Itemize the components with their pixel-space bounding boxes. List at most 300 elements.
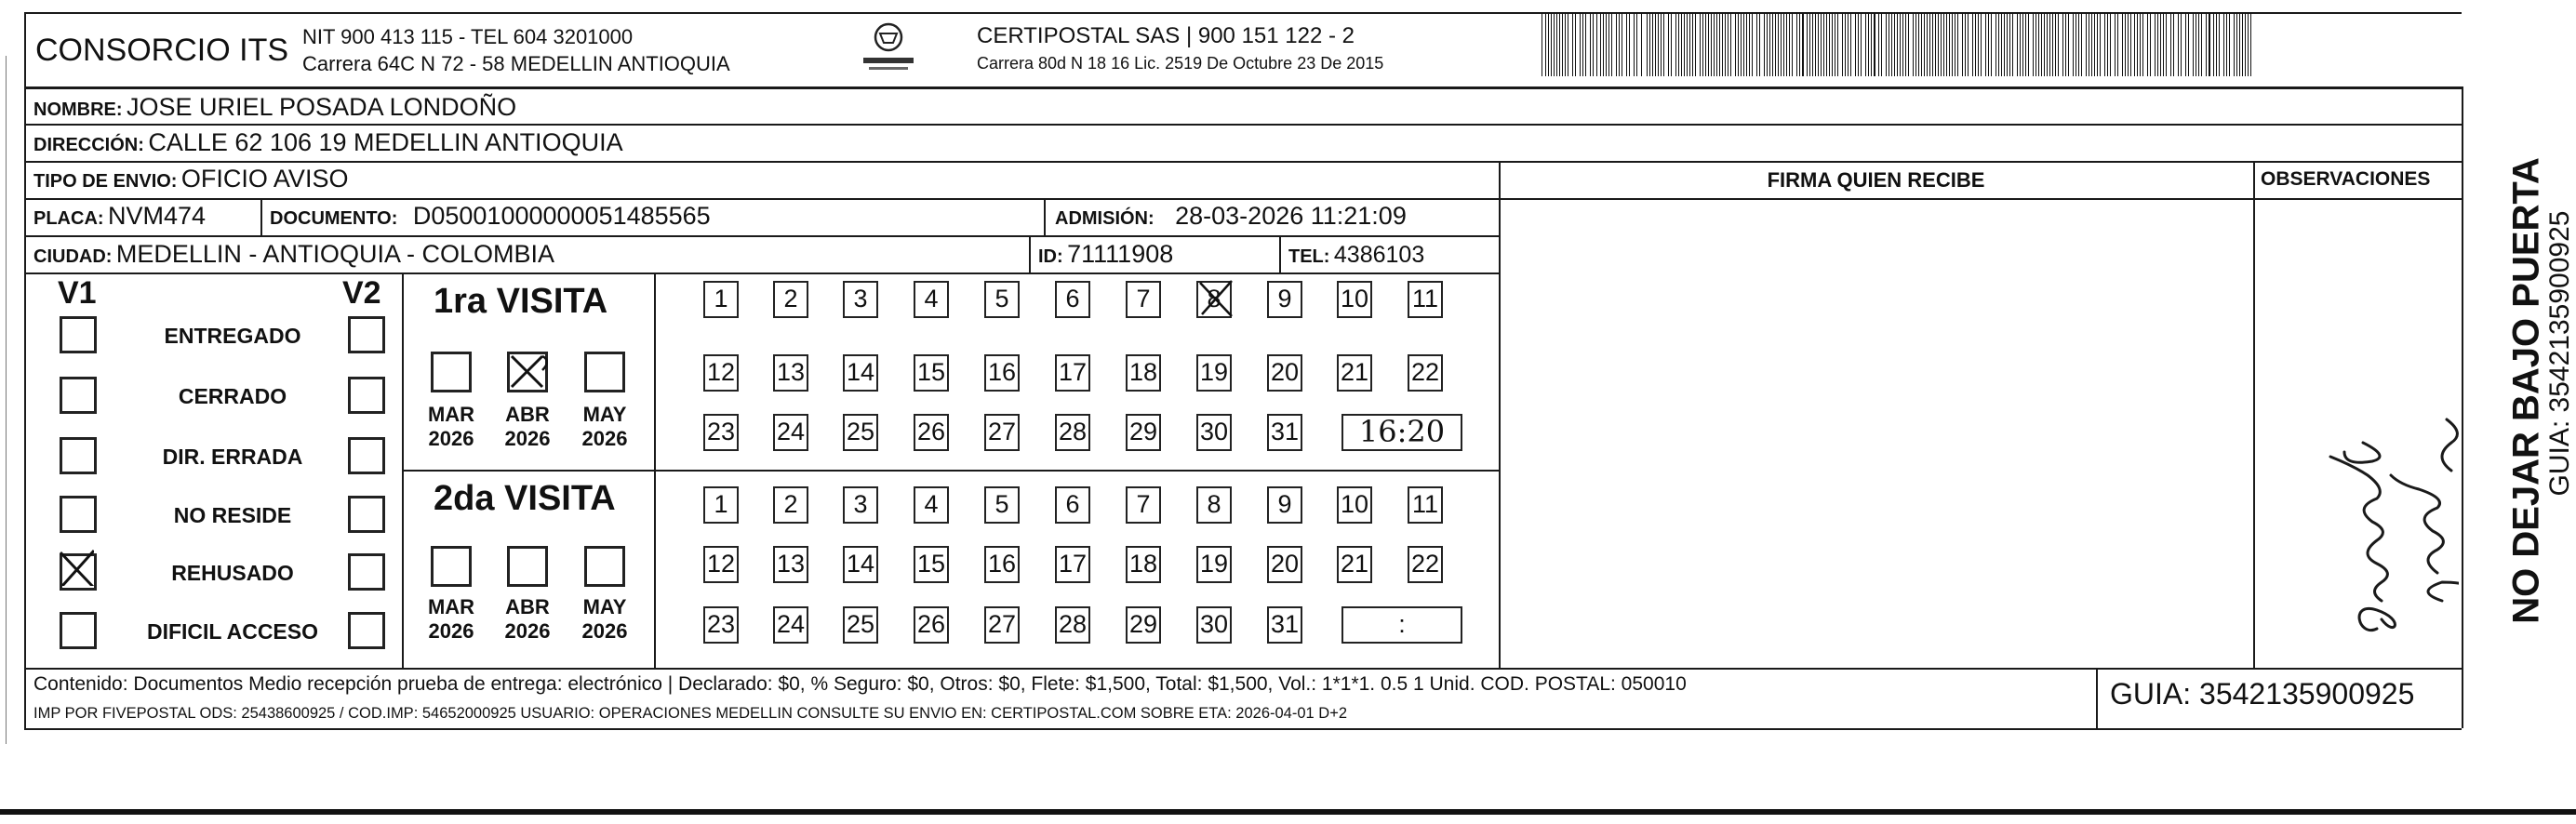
- day-box[interactable]: 11: [1408, 486, 1443, 524]
- direccion-label: DIRECCIÓN:: [33, 135, 144, 155]
- barcode-bar: [1600, 13, 1601, 76]
- barcode-bar: [1975, 13, 1976, 76]
- day-box[interactable]: 16: [984, 354, 1020, 392]
- v2-label: V2: [342, 275, 381, 311]
- tel-value: 4386103: [1333, 242, 1425, 268]
- day-box[interactable]: 19: [1196, 354, 1232, 392]
- barcode-bar: [1661, 13, 1662, 76]
- barcode-bar: [1608, 13, 1609, 76]
- second-visit-title: 2da VISITA: [434, 479, 616, 518]
- barcode-bar: [2058, 13, 2059, 76]
- day-box[interactable]: 14: [843, 546, 878, 583]
- ciudad-row: [33, 240, 554, 269]
- barcode-bar: [2055, 13, 2056, 76]
- barcode-bar: [1752, 13, 1753, 76]
- barcode-bar: [1593, 13, 1594, 76]
- day-box[interactable]: 3: [843, 281, 878, 318]
- month-name: MAR: [427, 403, 475, 426]
- carrier-address: Carrera 80d N 18 16 Lic. 2519 De Octubre 23 De 2015: [977, 54, 1384, 73]
- barcode-bar: [2234, 13, 2235, 76]
- day-box[interactable]: 14: [843, 354, 878, 392]
- day-box[interactable]: 9: [1267, 281, 1302, 318]
- barcode-bar: [1616, 13, 1617, 76]
- barcode-bar: [1548, 13, 1549, 76]
- barcode-bar: [1995, 13, 1996, 76]
- admision-value: 28-03-2026 11:21:09: [1175, 202, 1407, 230]
- barcode-bar: [1935, 13, 1936, 76]
- day-box[interactable]: 19: [1196, 546, 1232, 583]
- barcode-bar: [2028, 13, 2029, 76]
- firma-label: FIRMA QUIEN RECIBE: [1767, 168, 1985, 192]
- observaciones-area[interactable]: [2256, 201, 2459, 666]
- barcode-bar: [1551, 13, 1552, 76]
- barcode-bar: [1681, 13, 1682, 76]
- barcode-bar: [1556, 13, 1557, 76]
- barcode-bar: [2134, 13, 2135, 76]
- day-box[interactable]: 12: [703, 354, 739, 392]
- month-year: 2026: [581, 619, 628, 643]
- barcode-bar: [1952, 13, 1953, 76]
- barcode-bar: [2239, 13, 2240, 76]
- barcode-bar: [2100, 13, 2101, 76]
- day-box[interactable]: 18: [1126, 354, 1161, 392]
- barcode-bar: [2198, 13, 2199, 76]
- barcode-bar: [1725, 13, 1726, 76]
- barcode-bar: [2223, 13, 2224, 76]
- barcode-bar: [1786, 13, 1787, 76]
- day-box[interactable]: 18: [1126, 546, 1161, 583]
- barcode-bar: [1700, 13, 1701, 76]
- barcode-bar: [1881, 13, 1882, 76]
- day-box[interactable]: 4: [914, 486, 949, 524]
- barcode-bar: [1629, 13, 1630, 76]
- month-checkbox[interactable]: [431, 352, 472, 392]
- documento-label: DOCUMENTO:: [270, 208, 398, 229]
- barcode-bar: [1789, 13, 1790, 76]
- barcode-bar: [2115, 13, 2116, 76]
- day-box[interactable]: 26: [914, 606, 949, 644]
- barcode-bar: [1626, 13, 1627, 76]
- barcode-bar: [1921, 13, 1922, 76]
- barcode-bar: [1741, 13, 1742, 76]
- barcode-bar: [1988, 13, 1989, 76]
- month-year: 2026: [428, 427, 474, 450]
- v1-checkbox[interactable]: [60, 316, 97, 353]
- barcode-bar: [2155, 13, 2156, 76]
- barcode-bar: [1767, 13, 1768, 76]
- v2-checkbox[interactable]: [348, 553, 385, 591]
- barcode-bar: [2012, 13, 2013, 76]
- barcode-bar: [1641, 13, 1642, 76]
- day-box[interactable]: 27: [984, 606, 1020, 644]
- barcode-bar: [1848, 13, 1849, 76]
- footer-line2: IMP POR FIVEPOSTAL ODS: 25438600925 / COD.IMP: 54652000925 USUARIO: OPERACIONES MEDELLIN CONSULTE SU ENVIO EN: CERTIPOSTAL.COM SOBRE ETA: 2026-04-01 D+2: [33, 705, 1348, 722]
- barcode-bar: [2075, 13, 2076, 76]
- barcode-bar: [2188, 13, 2189, 76]
- barcode-bar: [2236, 13, 2237, 76]
- barcode-bar: [1730, 13, 1731, 76]
- direccion-row: [33, 128, 623, 157]
- barcode-bar: [1965, 13, 1966, 76]
- barcode-bar: [1746, 13, 1747, 76]
- barcode-bar: [1815, 13, 1816, 76]
- barcode-bar: [2216, 13, 2217, 76]
- barcode-bar: [1781, 13, 1782, 76]
- barcode-bar: [1832, 13, 1833, 76]
- barcode-bar: [1663, 13, 1664, 76]
- barcode-bar: [1818, 13, 1819, 76]
- day-box[interactable]: 6: [1055, 486, 1090, 524]
- day-box[interactable]: 25: [843, 414, 878, 451]
- barcode-bar: [1968, 13, 1969, 76]
- day-box[interactable]: 26: [914, 414, 949, 451]
- tipo-label: TIPO DE ENVIO:: [33, 171, 178, 192]
- barcode-bar: [1689, 13, 1690, 76]
- placa-row: [33, 202, 206, 231]
- barcode-bar: [2150, 13, 2151, 76]
- barcode-bar: [2219, 13, 2220, 76]
- barcode-bar: [1722, 13, 1723, 76]
- barcode-bar: [1735, 13, 1736, 76]
- barcode-bar: [1924, 13, 1925, 76]
- v2-checkbox[interactable]: [348, 612, 385, 649]
- barcode-bar: [2248, 13, 2249, 76]
- month-checkbox[interactable]: [584, 546, 625, 587]
- barcode-bar: [1972, 13, 1973, 76]
- day-box[interactable]: 24: [773, 606, 808, 644]
- day-box[interactable]: 11: [1408, 281, 1443, 318]
- company-address: Carrera 64C N 72 - 58 MEDELLIN ANTIOQUIA: [302, 52, 730, 75]
- barcode-bar: [1938, 13, 1939, 76]
- barcode-bar: [1891, 13, 1892, 76]
- day-box[interactable]: 1: [703, 486, 739, 524]
- barcode-bar: [1855, 13, 1856, 76]
- barcode-bar: [1619, 13, 1620, 76]
- barcode-bar: [2226, 13, 2227, 76]
- v2-checkbox[interactable]: [348, 316, 385, 353]
- handwritten-note-text: [2256, 201, 2265, 202]
- second-visit-time[interactable]: :: [1341, 606, 1462, 644]
- barcode-bar: [1913, 13, 1914, 76]
- signature-area[interactable]: [1502, 201, 2251, 666]
- barcode-bar: [1886, 13, 1887, 76]
- day-box[interactable]: 30: [1196, 606, 1232, 644]
- barcode-bar: [2009, 13, 2010, 76]
- barcode-bar: [1799, 13, 1800, 76]
- barcode-bar: [1562, 13, 1563, 76]
- v2-checkbox[interactable]: [348, 496, 385, 533]
- day-box[interactable]: 20: [1267, 354, 1302, 392]
- barcode-bar: [1705, 13, 1706, 76]
- barcode-bar: [1845, 13, 1846, 76]
- day-box[interactable]: 10: [1337, 281, 1372, 318]
- month-checkbox[interactable]: [507, 352, 548, 392]
- barcode-bar: [2125, 13, 2126, 76]
- placa-label: PLACA:: [33, 208, 104, 229]
- handwritten-note: [2256, 201, 2459, 666]
- barcode-bar: [2097, 13, 2098, 76]
- barcode-bar: [1905, 13, 1906, 76]
- barcode-bar: [1946, 13, 1947, 76]
- barcode-bar: [2038, 13, 2039, 76]
- barcode-bar: [2107, 13, 2108, 76]
- nombre-value: JOSE URIEL POSADA LONDOÑO: [127, 93, 517, 121]
- month-name: MAY: [582, 595, 627, 618]
- tel-label: TEL:: [1288, 246, 1330, 267]
- day-box[interactable]: 15: [914, 546, 949, 583]
- month-checkbox[interactable]: [431, 546, 472, 587]
- barcode-bar: [1611, 13, 1612, 76]
- barcode-bar: [2242, 13, 2243, 76]
- barcode-bar: [1687, 13, 1688, 76]
- barcode-bar: [1932, 13, 1933, 76]
- barcode-bar: [1981, 13, 1982, 76]
- barcode-bar: [1565, 13, 1566, 76]
- id-label: ID:: [1038, 246, 1063, 267]
- day-box[interactable]: 4: [914, 281, 949, 318]
- tel-row: [1288, 242, 1424, 269]
- v1-checkbox[interactable]: [60, 437, 97, 474]
- barcode-bar: [1941, 13, 1942, 76]
- day-box[interactable]: 9: [1267, 486, 1302, 524]
- barcode-bar: [2128, 13, 2129, 76]
- status-label: DIFICIL ACCESO: [146, 619, 318, 644]
- day-box[interactable]: 31: [1267, 606, 1302, 644]
- status-label: CERRADO: [178, 384, 287, 408]
- day-box[interactable]: 15: [914, 354, 949, 392]
- v1-label: V1: [58, 275, 97, 311]
- barcode-bar: [1897, 13, 1898, 76]
- barcode-bar: [2163, 13, 2164, 76]
- day-box[interactable]: 16: [984, 546, 1020, 583]
- barcode-bar: [1949, 13, 1950, 76]
- ciudad-label: CIUDAD:: [33, 246, 113, 267]
- status-label: DIR. ERRADA: [162, 445, 303, 469]
- barcode-bar: [1829, 13, 1830, 76]
- status-label: ENTREGADO: [164, 324, 301, 348]
- barcode-bar: [1769, 13, 1770, 76]
- barcode-bar: [2035, 13, 2036, 76]
- barcode-bar: [2017, 13, 2018, 76]
- barcode-bar: [1775, 13, 1776, 76]
- barcode-bar: [1778, 13, 1779, 76]
- day-box[interactable]: 1: [703, 281, 739, 318]
- first-visit-title: 1ra VISITA: [434, 282, 608, 321]
- barcode-bar: [2065, 13, 2066, 76]
- day-box[interactable]: 5: [984, 281, 1020, 318]
- barcode-bar: [1918, 13, 1919, 76]
- barcode-bar: [1915, 13, 1916, 76]
- day-box[interactable]: 2: [773, 486, 808, 524]
- barcode-bar: [2094, 13, 2095, 76]
- barcode-bar: [2245, 13, 2246, 76]
- barcode-bar: [1764, 13, 1765, 76]
- day-box[interactable]: 17: [1055, 354, 1090, 392]
- day-box[interactable]: 3: [843, 486, 878, 524]
- barcode-bar: [1668, 13, 1669, 76]
- barcode-bar: [1575, 13, 1576, 76]
- barcode-bar: [1850, 13, 1851, 76]
- barcode-bar: [1874, 13, 1875, 76]
- barcode-bar: [1957, 13, 1958, 76]
- certipostal-logo: [856, 20, 921, 76]
- barcode-bar: [1842, 13, 1843, 76]
- day-box[interactable]: 17: [1055, 546, 1090, 583]
- barcode-bar: [1865, 13, 1866, 76]
- company-name: CONSORCIO ITS: [35, 33, 289, 68]
- barcode-bar: [2091, 13, 2092, 76]
- day-box[interactable]: 22: [1408, 354, 1443, 392]
- day-box[interactable]: 20: [1267, 546, 1302, 583]
- barcode-bar: [2130, 13, 2131, 76]
- barcode-bar: [1900, 13, 1901, 76]
- day-box[interactable]: 7: [1126, 281, 1161, 318]
- barcode-bar: [2047, 13, 2048, 76]
- day-box[interactable]: 23: [703, 414, 739, 451]
- barcode-bar: [1796, 13, 1797, 76]
- check-x-icon: [57, 549, 94, 586]
- barcode-bar: [1711, 13, 1712, 76]
- barcode-bar: [2209, 13, 2210, 76]
- day-box[interactable]: 23: [703, 606, 739, 644]
- barcode-bar: [2147, 13, 2148, 76]
- side-warning: NO DEJAR BAJO PUERTA: [2505, 157, 2547, 624]
- month-year: 2026: [504, 619, 551, 643]
- day-box[interactable]: 8: [1196, 281, 1232, 318]
- day-box[interactable]: 10: [1337, 486, 1372, 524]
- nombre-label: NOMBRE:: [33, 100, 123, 120]
- tipo-row: [33, 165, 348, 193]
- day-box[interactable]: 28: [1055, 606, 1090, 644]
- day-box[interactable]: 7: [1126, 486, 1161, 524]
- day-box[interactable]: 21: [1337, 354, 1372, 392]
- barcode-bar: [1837, 13, 1838, 76]
- barcode-bar: [1649, 13, 1650, 76]
- barcode-bar: [2104, 13, 2105, 76]
- day-box[interactable]: 2: [773, 281, 808, 318]
- barcode-bar: [2044, 13, 2045, 76]
- barcode-bar: [2206, 13, 2207, 76]
- barcode-bar: [2081, 13, 2082, 76]
- barcode-bar: [1590, 13, 1591, 76]
- day-box[interactable]: 6: [1055, 281, 1090, 318]
- barcode-bar: [1692, 13, 1693, 76]
- barcode-bar: [1603, 13, 1604, 76]
- day-box[interactable]: 13: [773, 354, 808, 392]
- barcode-bar: [1708, 13, 1709, 76]
- month-checkbox[interactable]: [584, 352, 625, 392]
- barcode-bar: [2001, 13, 2002, 76]
- v1-checkbox[interactable]: [60, 496, 97, 533]
- barcode-bar: [1861, 13, 1862, 76]
- admision-label: ADMISIÓN:: [1055, 208, 1155, 229]
- barcode-bar: [1634, 13, 1635, 76]
- barcode-bar: [1582, 13, 1583, 76]
- barcode-bar: [1759, 13, 1760, 76]
- barcode-bar: [1714, 13, 1715, 76]
- barcode-bar: [1962, 13, 1963, 76]
- barcode-bar: [1678, 13, 1679, 76]
- barcode-bar: [1580, 13, 1581, 76]
- barcode-bar: [2170, 13, 2171, 76]
- barcode-bar: [2173, 13, 2174, 76]
- status-label: NO RESIDE: [173, 503, 292, 527]
- barcode-bar: [1894, 13, 1895, 76]
- barcode-bar: [2181, 13, 2182, 76]
- barcode-bar: [1908, 13, 1909, 76]
- month-label: [423, 403, 479, 451]
- day-box[interactable]: 30: [1196, 414, 1232, 451]
- direccion-value: CALLE 62 106 19 MEDELLIN ANTIOQUIA: [148, 128, 623, 156]
- barcode-bar: [2052, 13, 2053, 76]
- day-box[interactable]: 24: [773, 414, 808, 451]
- day-box[interactable]: 25: [843, 606, 878, 644]
- barcode-bar: [1702, 13, 1703, 76]
- day-box[interactable]: 31: [1267, 414, 1302, 451]
- v2-checkbox[interactable]: [348, 377, 385, 414]
- observaciones-label: OBSERVACIONES: [2261, 168, 2431, 190]
- day-box[interactable]: 27: [984, 414, 1020, 451]
- v1-checkbox[interactable]: [60, 377, 97, 414]
- v1-checkbox[interactable]: [60, 553, 97, 591]
- barcode-bar: [2041, 13, 2042, 76]
- day-box[interactable]: 8: [1196, 486, 1232, 524]
- day-box[interactable]: 5: [984, 486, 1020, 524]
- day-box[interactable]: 22: [1408, 546, 1443, 583]
- barcode-bar: [1554, 13, 1555, 76]
- tipo-value: OFICIO AVISO: [180, 165, 349, 193]
- barcode-bar: [2193, 13, 2194, 76]
- barcode-bar: [1695, 13, 1696, 76]
- barcode-bar: [1902, 13, 1903, 76]
- month-label: [500, 403, 555, 451]
- barcode-bar: [2049, 13, 2050, 76]
- month-checkbox[interactable]: [507, 546, 548, 587]
- id-value: 71111908: [1067, 240, 1174, 268]
- day-box[interactable]: 29: [1126, 414, 1161, 451]
- barcode-bar: [1929, 13, 1930, 76]
- day-box[interactable]: 12: [703, 546, 739, 583]
- barcode-bar: [2157, 13, 2158, 76]
- month-name: MAR: [427, 595, 475, 618]
- month-label: [423, 595, 479, 644]
- barcode-bar: [2062, 13, 2063, 76]
- day-box[interactable]: 13: [773, 546, 808, 583]
- barcode-bar: [1684, 13, 1685, 76]
- day-box[interactable]: 28: [1055, 414, 1090, 451]
- documento-row: [270, 202, 711, 231]
- v1-checkbox[interactable]: [60, 612, 97, 649]
- check-x-icon: [507, 352, 548, 392]
- barcode-bar: [1858, 13, 1859, 76]
- first-visit-time[interactable]: 16:20: [1341, 414, 1462, 451]
- barcode-bar: [2078, 13, 2079, 76]
- barcode-bar: [2033, 13, 2034, 76]
- barcode: [1540, 13, 2256, 78]
- month-label: [577, 403, 633, 451]
- barcode-bar: [1671, 13, 1672, 76]
- barcode-bar: [1927, 13, 1928, 76]
- day-box[interactable]: 21: [1337, 546, 1372, 583]
- month-name: MAY: [582, 403, 627, 426]
- day-box[interactable]: 29: [1126, 606, 1161, 644]
- barcode-bar: [1559, 13, 1560, 76]
- barcode-bar: [1821, 13, 1822, 76]
- barcode-bar: [2110, 13, 2111, 76]
- barcode-bar: [1716, 13, 1717, 76]
- barcode-bar: [1792, 13, 1793, 76]
- v2-checkbox[interactable]: [348, 437, 385, 474]
